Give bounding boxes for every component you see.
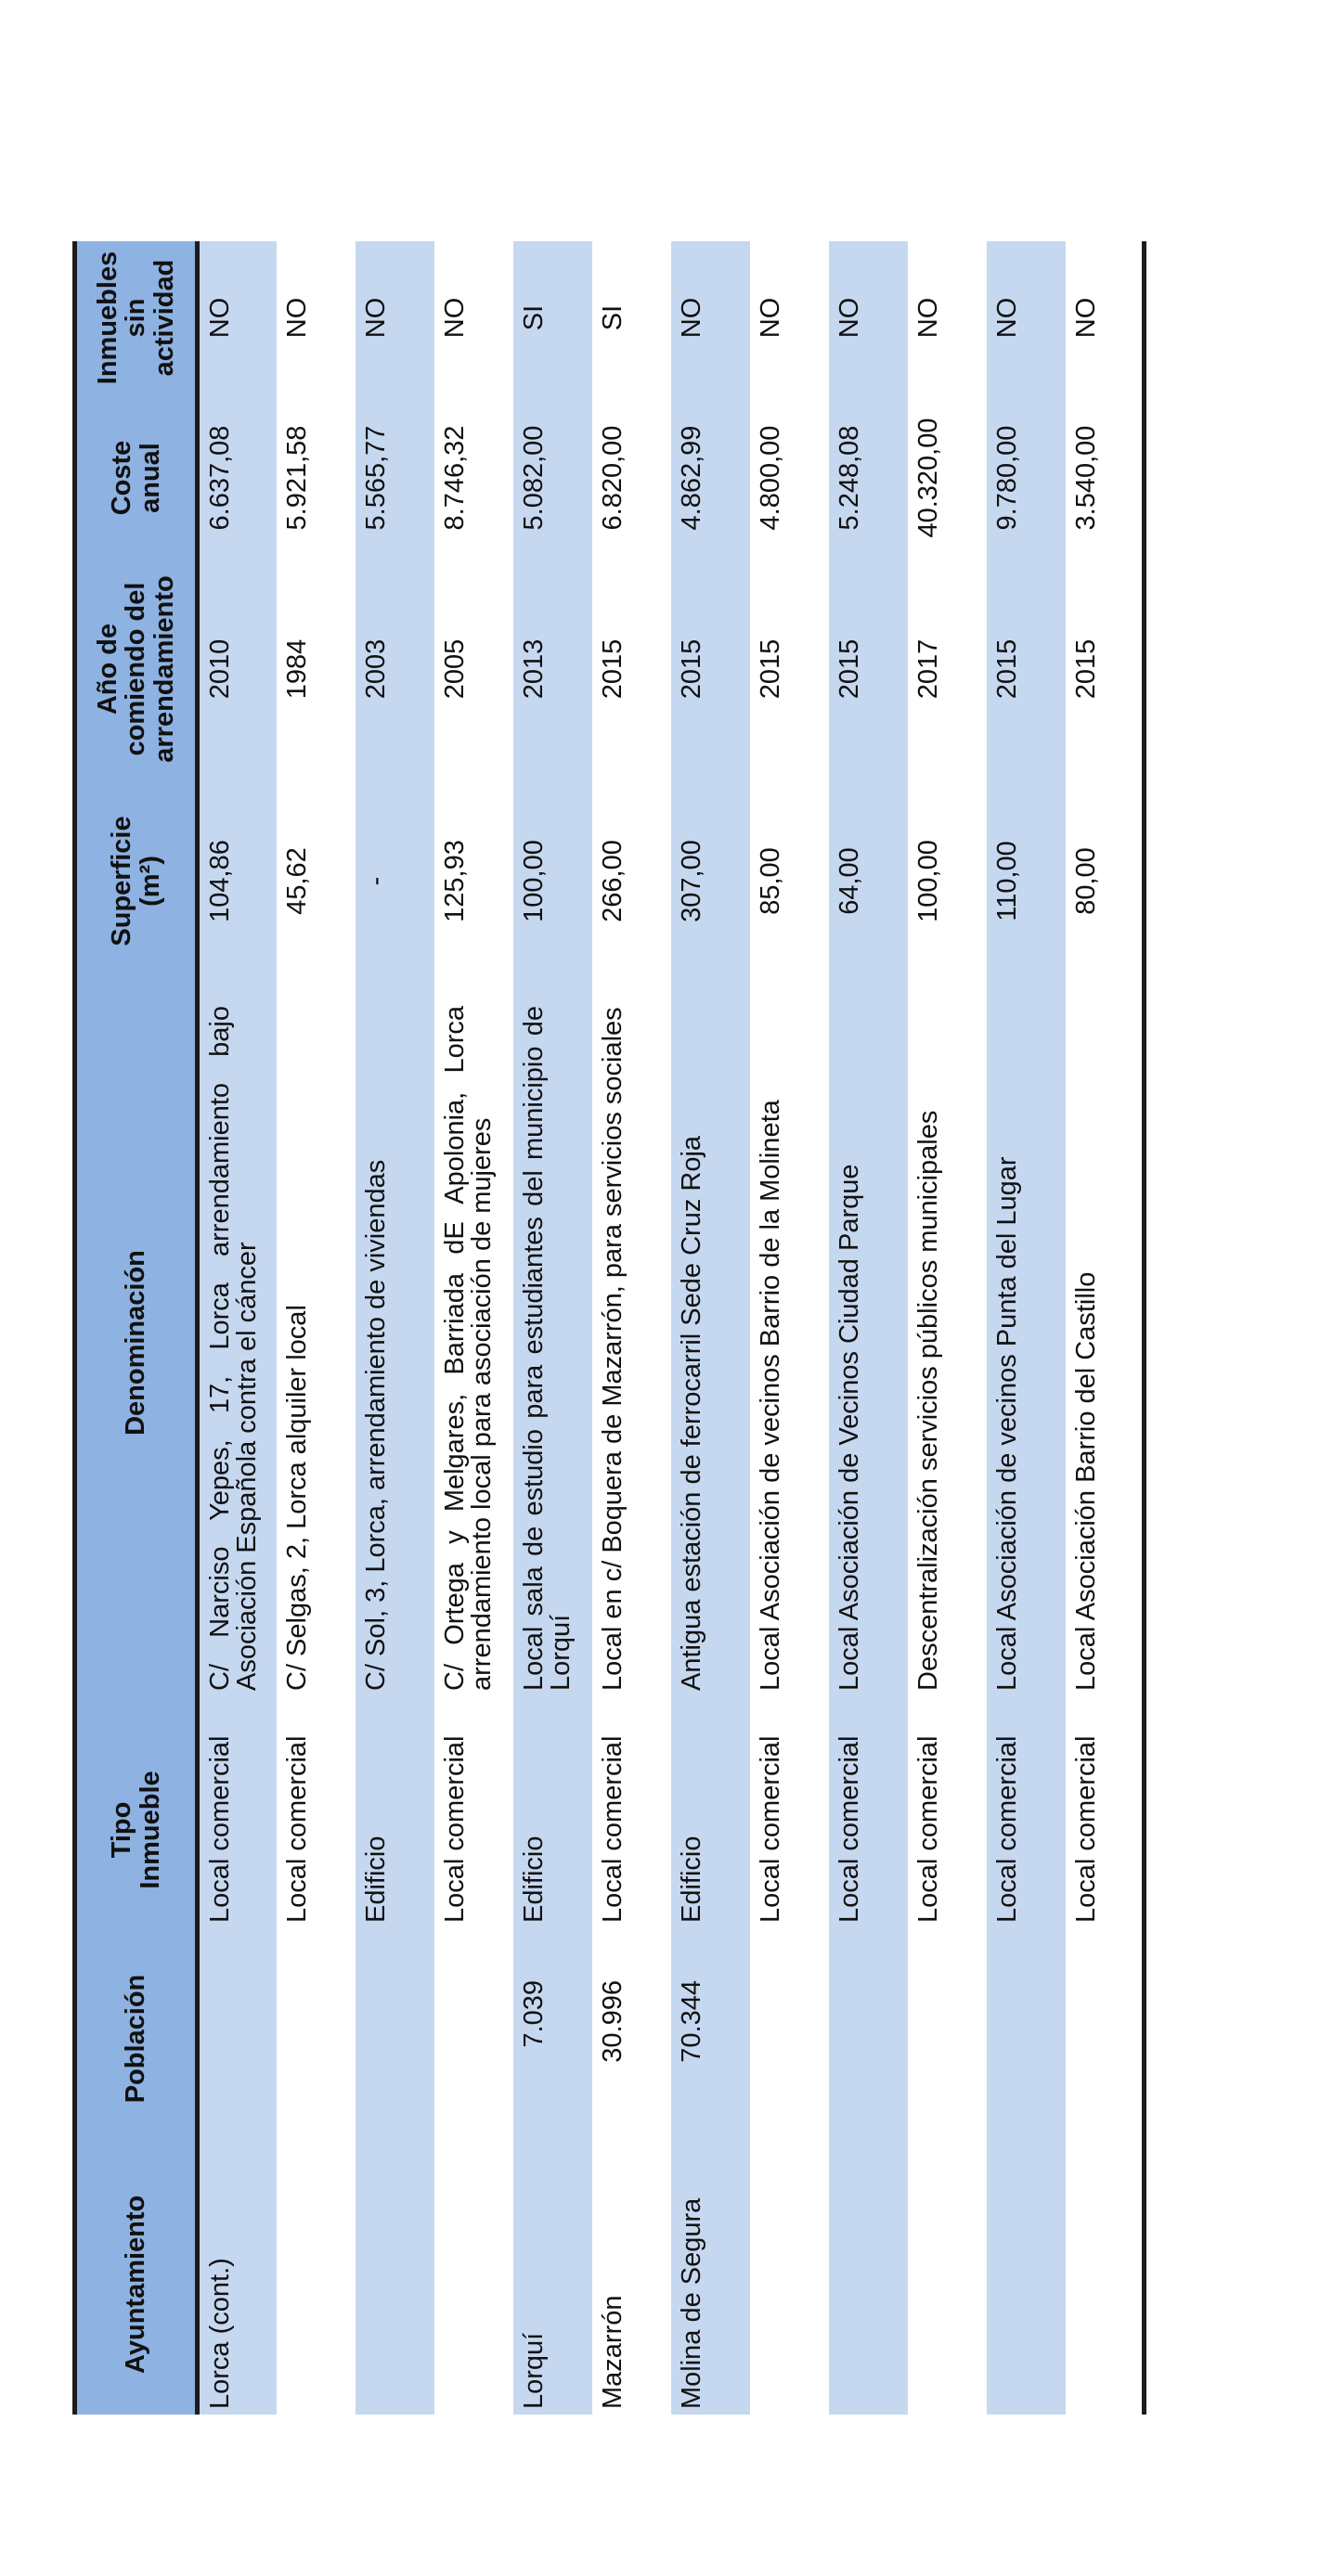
cell-tipo: Local comercial (205, 1735, 235, 1923)
cell-inactivo: NO (991, 297, 1022, 339)
cell-superficie: 80,00 (1070, 847, 1101, 915)
cell-tipo: Local comercial (439, 1735, 470, 1923)
cell-ano: 2003 (360, 638, 391, 700)
cell-inactivo: SI (597, 304, 628, 331)
table-row (987, 241, 1066, 2415)
cell-coste: 4.800,00 (755, 425, 785, 531)
cell-poblacion (1066, 1960, 1145, 2118)
header-poblacion-text: Población (121, 1974, 151, 2104)
cell-superficie: 64,00 (834, 847, 864, 915)
cell-inactivo: NO (912, 297, 943, 339)
cell-ano: 2015 (755, 638, 785, 700)
cell-coste: 8.746,32 (439, 425, 470, 531)
table-row (592, 241, 671, 2415)
header-inmuebles-line2: sin (121, 298, 151, 338)
cell-coste: 9.780,00 (991, 425, 1022, 531)
cell-coste: 5.248,08 (834, 425, 864, 531)
table-row (434, 241, 513, 2415)
header-tipo (75, 1700, 198, 1960)
header-inmuebles-line3: actividad (149, 259, 179, 377)
cell-tipo: Local comercial (597, 1735, 628, 1923)
cell-poblacion (356, 1960, 434, 2118)
table-row (829, 241, 908, 2415)
cell-denominacion: Local sala de estudio para estudiantes del municipio de Lorquí (518, 1006, 576, 1691)
cell-denominacion: Local en c/ Boquera de Mazarrón, para servicios sociales (597, 1007, 628, 1691)
table-row (277, 241, 356, 2415)
cell-superficie: 104,86 (205, 840, 235, 922)
cell-coste: 5.565,77 (360, 425, 391, 531)
cell-ayuntamiento: Mazarrón (597, 2295, 628, 2409)
cell-coste: 3.540,00 (1070, 425, 1101, 531)
table-body (198, 241, 1145, 2415)
cell-superficie: 85,00 (755, 847, 785, 915)
cell-poblacion: 30.996 (597, 1980, 628, 2063)
leased-properties-table (72, 241, 1146, 2415)
cell-superficie: 125,93 (439, 840, 470, 922)
cell-tipo: Local comercial (755, 1735, 785, 1923)
cell-inactivo: NO (676, 297, 706, 339)
cell-denominacion: Local Asociación de vecinos Punta del Lugar (991, 1156, 1022, 1691)
cell-superficie: 307,00 (676, 840, 706, 922)
cell-poblacion (198, 1960, 277, 2118)
table-row (908, 241, 987, 2415)
cell-ano: 2010 (205, 638, 235, 700)
cell-poblacion (434, 1960, 513, 2118)
cell-denominacion: C/ Narciso Yepes, 17, Lorca arrendamiento bajo Asociación Española contra el cáncer (205, 1006, 262, 1691)
header-denominacion (75, 985, 198, 1700)
cell-tipo: Local comercial (834, 1735, 864, 1923)
cell-ano: 2015 (1070, 638, 1101, 700)
header-coste (75, 394, 198, 561)
cell-ayuntamiento: Molina de Segura (676, 2197, 706, 2409)
table-row (1066, 241, 1145, 2415)
cell-inactivo: NO (1070, 297, 1101, 339)
cell-ayuntamiento (908, 2118, 987, 2415)
cell-superficie: 45,62 (281, 847, 312, 915)
cell-tipo: Local comercial (281, 1735, 312, 1923)
header-superficie-line2: (m²) (135, 856, 165, 907)
table-row (750, 241, 829, 2415)
cell-inactivo: SI (518, 304, 549, 331)
cell-coste: 6.820,00 (597, 425, 628, 531)
table-header (75, 241, 198, 2415)
header-tipo-line1: Tipo (107, 1801, 137, 1859)
header-tipo-line2: Inmueble (135, 1771, 165, 1889)
cell-ano: 2015 (676, 638, 706, 700)
cell-inactivo: NO (755, 297, 785, 339)
cell-ano: 1984 (281, 638, 312, 700)
cell-poblacion (277, 1960, 356, 2118)
cell-poblacion (829, 1960, 908, 2118)
table-row (356, 241, 434, 2415)
cell-coste: 5.082,00 (518, 425, 549, 531)
header-coste-line1: Coste (107, 440, 137, 516)
cell-ayuntamiento (750, 2118, 829, 2415)
cell-denominacion: Local Asociación de vecinos Barrio de la Molineta (755, 1100, 785, 1691)
cell-ayuntamiento (829, 2118, 908, 2415)
cell-coste: 5.921,58 (281, 425, 312, 531)
cell-inactivo: NO (360, 297, 391, 339)
header-ano-line1: Año de (92, 623, 123, 715)
cell-coste: 6.637,08 (205, 425, 235, 531)
table-row (513, 241, 592, 2415)
header-superficie (75, 777, 198, 985)
cell-coste: 4.862,99 (676, 425, 706, 531)
cell-superficie: 100,00 (518, 840, 549, 922)
cell-ayuntamiento (434, 2118, 513, 2415)
cell-ano: 2005 (439, 638, 470, 700)
cell-tipo: Edificio (518, 1835, 549, 1923)
table-row (671, 241, 750, 2415)
cell-denominacion: C/ Sol, 3, Lorca, arrendamiento de viviendas (360, 1159, 391, 1691)
cell-tipo: Local comercial (991, 1735, 1022, 1923)
cell-ano: 2015 (834, 638, 864, 700)
cell-coste: 40.320,00 (912, 418, 943, 538)
cell-inactivo: NO (834, 297, 864, 339)
header-ano-line3: arrendamiento (149, 575, 179, 763)
cell-poblacion (987, 1960, 1066, 2118)
header-row (75, 241, 198, 2415)
cell-inactivo: NO (281, 297, 312, 339)
header-denominacion-text: Denominación (121, 1250, 151, 1436)
cell-ayuntamiento: Lorquí (518, 2332, 549, 2409)
cell-denominacion: Descentralización servicios públicos municipales (912, 1110, 943, 1691)
table-row (198, 241, 277, 2415)
header-ayuntamiento (75, 2118, 198, 2415)
cell-poblacion: 7.039 (518, 1980, 549, 2048)
header-ano-line2: comiendo del (121, 582, 151, 756)
cell-denominacion: Local Asociación Barrio del Castillo (1070, 1271, 1101, 1691)
cell-ano: 2013 (518, 638, 549, 700)
header-coste-line2: anual (135, 443, 165, 513)
header-superficie-line1: Superficie (107, 816, 137, 947)
header-poblacion (75, 1960, 198, 2118)
cell-superficie: 110,00 (991, 841, 1022, 921)
cell-superficie: 266,00 (597, 840, 628, 922)
cell-denominacion: C/ Ortega y Melgares, Barriada dE Apolonia, Lorca arrendamiento local para asociación de mujeres (439, 1006, 497, 1691)
header-ano (75, 561, 198, 777)
cell-tipo: Local comercial (1070, 1735, 1101, 1923)
cell-inactivo: NO (205, 297, 235, 339)
rotated-table-container (72, 241, 1155, 2415)
cell-inactivo: NO (439, 297, 470, 339)
cell-poblacion: 70.344 (676, 1980, 706, 2063)
cell-ano: 2015 (991, 638, 1022, 700)
cell-poblacion (750, 1960, 829, 2118)
cell-denominacion: Antigua estación de ferrocarril Sede Cruz Roja (676, 1135, 706, 1691)
cell-superficie: - (360, 876, 391, 886)
header-inmuebles (75, 241, 198, 394)
cell-poblacion (908, 1960, 987, 2118)
header-inmuebles-line1: Inmuebles (92, 251, 123, 385)
cell-tipo: Edificio (360, 1835, 391, 1923)
cell-ano: 2017 (912, 638, 943, 700)
cell-denominacion: Local Asociación de Vecinos Ciudad Parque (834, 1164, 864, 1691)
cell-ayuntamiento (1066, 2118, 1145, 2415)
cell-tipo: Edificio (676, 1835, 706, 1923)
cell-ayuntamiento: Lorca (cont.) (205, 2258, 235, 2409)
cell-denominacion: C/ Selgas, 2, Lorca alquiler local (281, 1305, 312, 1691)
header-ayuntamiento-text: Ayuntamiento (121, 2195, 151, 2374)
cell-tipo: Local comercial (912, 1735, 943, 1923)
cell-ano: 2015 (597, 638, 628, 700)
cell-superficie: 100,00 (912, 840, 943, 922)
cell-ayuntamiento (277, 2118, 356, 2415)
cell-ayuntamiento (356, 2118, 434, 2415)
cell-ayuntamiento (987, 2118, 1066, 2415)
